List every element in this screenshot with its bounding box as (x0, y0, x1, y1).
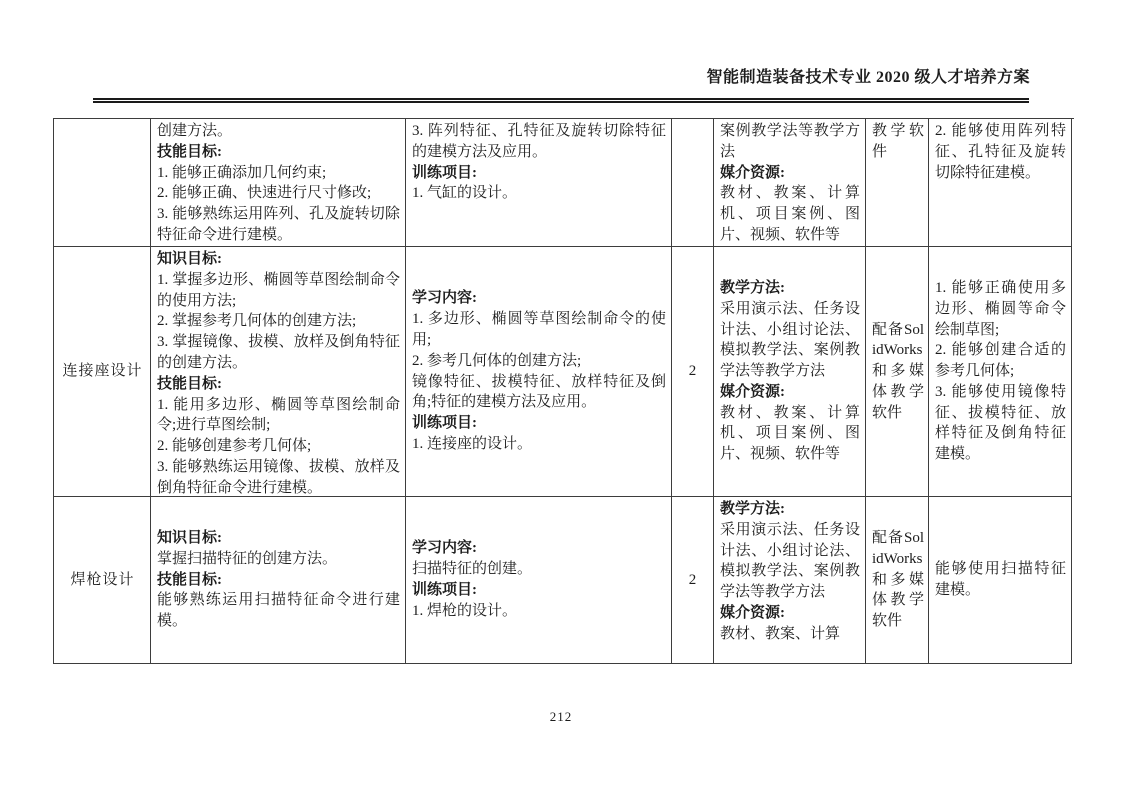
equipment-text: 配备SolidWorks和多媒体教学软件 (872, 321, 924, 421)
method-text: 采用演示法、任务设计法、小组讨论法、模拟教学法、案例教学法等教学方法 (720, 300, 860, 380)
page-number: 212 (549, 709, 573, 724)
goal-text: 创建方法。 (157, 123, 233, 139)
method-heading: 媒介资源: (720, 164, 785, 181)
goal-heading: 技能目标: (157, 143, 222, 160)
equipment-text: 配备SolidWorks和多媒体教学软件 (872, 530, 924, 630)
goal-heading: 知识目标: (157, 251, 222, 267)
project-name: 连接座设计 (62, 363, 143, 380)
goal-text: 3. 能够熟练运用镜像、拔模、放样及倒角特征命令进行建模。 (157, 458, 400, 496)
header-divider (93, 98, 1029, 104)
method-text: 案例教学法等教学方法 (720, 123, 860, 160)
content-text: 1. 连接座的设计。 (412, 435, 533, 452)
table-cell-outcome-row2 (929, 247, 1072, 497)
outcome-text: 能够使用扫描特征建模。 (935, 561, 1066, 598)
outcome-text: 2. 能够创建合适的参考几何体; (935, 342, 1066, 380)
goal-text: 2. 能够正确、快速进行尺寸修改; (157, 185, 372, 202)
curriculum-table (53, 118, 1074, 664)
goal-text: 3. 能够熟练运用阵列、孔及旋转切除特征命令进行建模。 (157, 206, 400, 243)
content-text: 2. 参考几何体的创建方法; (412, 352, 582, 369)
header-divider-line-bottom (93, 101, 1029, 103)
table-cell-outcome-row1 (929, 119, 1072, 247)
goal-text: 3. 掌握镜像、拔模、放样及倒角特征的创建方法。 (157, 334, 400, 371)
content-heading: 学习内容: (412, 290, 477, 307)
table-cell-hours-row2 (672, 247, 714, 497)
content-text: 扫描特征的创建。 (412, 561, 533, 578)
table-cell-goals-row1 (151, 119, 406, 247)
method-heading: 媒介资源: (720, 604, 785, 621)
method-heading: 教学方法: (720, 501, 785, 517)
hours-value: 2 (688, 571, 697, 588)
table-cell-methods-row3 (714, 497, 866, 664)
content-heading: 训练项目: (412, 164, 477, 181)
content-heading: 训练项目: (412, 415, 477, 432)
table-cell-equipment-row2 (866, 247, 929, 497)
content-text: 1. 多边形、椭圆等草图绘制命令的使用; (412, 311, 666, 348)
outcome-text: 3. 能够使用镜像特征、拔模特征、放样特征及倒角特征建模。 (935, 383, 1066, 463)
content-text: 1. 气缸的设计。 (412, 185, 518, 202)
equipment-text: 教学软件 (872, 123, 924, 160)
goal-heading: 技能目标: (157, 375, 222, 392)
goal-text: 2. 掌握参考几何体的创建方法; (157, 313, 357, 330)
method-heading: 媒介资源: (720, 383, 785, 400)
table-cell-equipment-row3 (866, 497, 929, 664)
table-cell-content-row3 (406, 497, 672, 664)
table-cell-outcome-row3 (929, 497, 1072, 664)
table-cell-project-row2 (54, 247, 151, 497)
page-header-title: 智能制造装备技术专业 2020 级人才培养方案 (706, 69, 1030, 86)
table-cell-goals-row2 (151, 247, 406, 497)
goal-text: 能够熟练运用扫描特征命令进行建模。 (157, 592, 400, 630)
table-cell-methods-row2 (714, 247, 866, 497)
outcome-text: 2. 能够使用阵列特征、孔特征及旋转切除特征建模。 (935, 123, 1066, 181)
goal-text: 掌握扫描特征的创建方法。 (157, 550, 338, 567)
goal-heading: 知识目标: (157, 530, 222, 546)
method-text: 教材、教案、计算机、项目案例、图片、视频、软件等 (720, 404, 860, 463)
table-cell-goals-row3 (151, 497, 406, 664)
method-text: 教材、教案、计算机、项目案例、图片、视频、软件等 (720, 185, 860, 243)
table-cell-content-row1 (406, 119, 672, 247)
method-heading: 教学方法: (720, 279, 785, 296)
goal-text: 2. 能够创建参考几何体; (157, 438, 312, 455)
content-heading: 训练项目: (412, 582, 477, 598)
goal-text: 1. 掌握多边形、椭圆等草图绘制命令的使用方法; (157, 271, 400, 309)
content-text: 1. 焊枪的设计。 (412, 602, 518, 619)
content-heading: 学习内容: (412, 540, 477, 557)
goal-text: 1. 能够正确添加几何约束; (157, 164, 327, 181)
method-text: 教材、教案、计算 (720, 625, 841, 642)
table-cell-hours-row3 (672, 497, 714, 664)
project-name: 焊枪设计 (70, 571, 135, 588)
table-cell-equipment-row1 (866, 119, 929, 247)
outcome-text: 1. 能够正确使用多边形、椭圆等命令绘制草图; (935, 279, 1066, 338)
goal-heading: 技能目标: (157, 571, 222, 588)
hours-value: 2 (688, 363, 697, 380)
content-text: 镜像特征、拔模特征、放样特征及倒角;特征的建模方法及应用。 (412, 373, 666, 411)
table-cell-content-row2 (406, 247, 672, 497)
method-text: 采用演示法、任务设计法、小组讨论法、模拟教学法、案例教学法等教学方法 (720, 521, 860, 601)
table-cell-methods-row1 (714, 119, 866, 247)
table-cell-project-row1 (54, 119, 151, 247)
table-cell-hours-row1 (672, 119, 714, 247)
content-text: 3. 阵列特征、孔特征及旋转切除特征的建模方法及应用。 (412, 123, 666, 160)
goal-text: 1. 能用多边形、椭圆等草图绘制命令;进行草图绘制; (157, 396, 400, 434)
table-cell-project-row3 (54, 497, 151, 664)
